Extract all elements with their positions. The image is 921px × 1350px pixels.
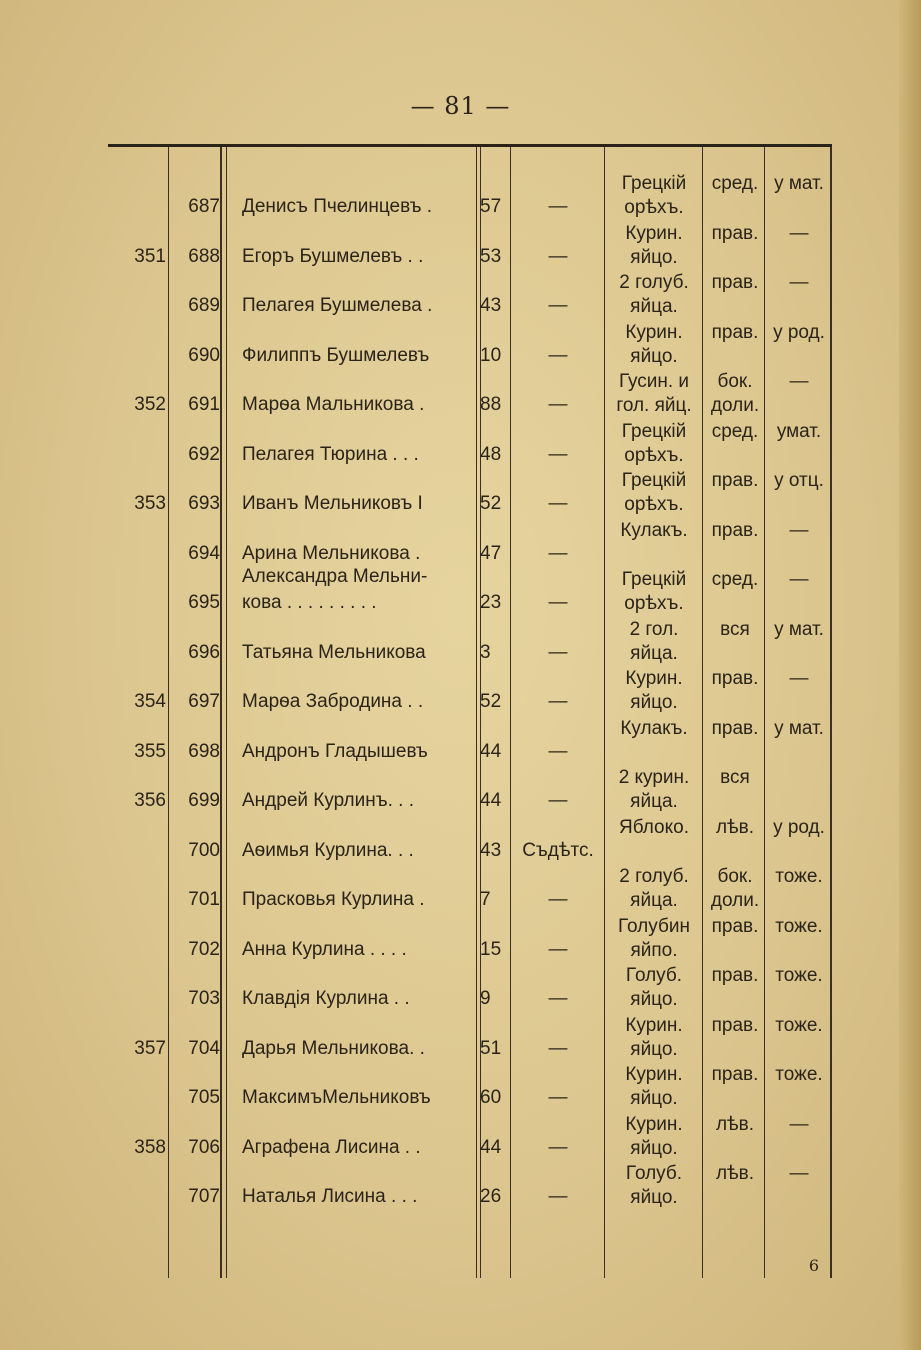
table-row bbox=[108, 719, 832, 768]
table-row bbox=[108, 174, 832, 223]
goiter-side: прав. bbox=[711, 519, 759, 541]
goiter-side: сред. bbox=[711, 173, 759, 194]
table-row bbox=[108, 566, 832, 619]
illness-note: — bbox=[548, 493, 568, 514]
person-number: 703 bbox=[188, 988, 220, 1009]
person-name: Наталья Лисина . . . bbox=[242, 1186, 418, 1207]
heredity: — bbox=[789, 1113, 809, 1135]
goiter-size: Курин. яйцо. bbox=[625, 1014, 683, 1060]
person-name: Андронъ Гладышевъ bbox=[242, 740, 428, 762]
table-row bbox=[108, 1016, 832, 1065]
table-row bbox=[108, 273, 832, 322]
person-number: 691 bbox=[188, 394, 220, 415]
goiter-side: вся bbox=[720, 767, 750, 788]
goiter-size: Грецкій орѣхъ. bbox=[621, 173, 687, 218]
person-number: 693 bbox=[188, 493, 220, 514]
heredity: у отц. bbox=[774, 470, 824, 491]
goiter-side: прав. bbox=[711, 222, 759, 244]
age: 7 bbox=[480, 889, 491, 910]
goiter-side: прав. bbox=[711, 668, 759, 689]
person-name: Аѳимья Курлина. . . bbox=[242, 839, 414, 861]
goiter-size: Яблоко. bbox=[619, 816, 689, 838]
person-number: 690 bbox=[188, 344, 220, 366]
person-name: Пелагея Бушмелева . bbox=[242, 295, 433, 316]
person-number: 701 bbox=[188, 889, 220, 910]
age: 52 bbox=[480, 493, 502, 514]
illness-note: — bbox=[548, 988, 568, 1009]
illness-note: — bbox=[548, 889, 568, 910]
illness-note: — bbox=[548, 641, 568, 663]
illness-note: — bbox=[548, 938, 568, 960]
person-name: Марѳа Забродина . . bbox=[242, 691, 424, 712]
person-name: Клавдія Курлина . . bbox=[242, 988, 410, 1009]
goiter-side: бок. доли. bbox=[710, 371, 760, 416]
person-number: 702 bbox=[188, 938, 220, 960]
age: 43 bbox=[480, 839, 502, 861]
illness-note: — bbox=[548, 344, 568, 366]
signature-mark: 6 bbox=[808, 1256, 819, 1275]
goiter-size: Курин. яйцо. bbox=[625, 222, 683, 268]
goiter-side: прав. bbox=[711, 717, 759, 739]
heredity: тоже. bbox=[775, 965, 823, 986]
person-name: Пелагея Тюрина . . . bbox=[242, 443, 419, 465]
table-row bbox=[108, 224, 832, 273]
person-name: Татьяна Мельникова bbox=[242, 641, 426, 663]
table-row bbox=[108, 422, 832, 471]
heredity: тоже. bbox=[775, 866, 823, 887]
illness-note: — bbox=[548, 790, 568, 811]
heredity: — bbox=[789, 371, 809, 392]
family-number: 355 bbox=[134, 740, 166, 762]
person-name: Иванъ Мельниковъ I bbox=[242, 493, 423, 514]
goiter-size: 2 курин. яйца. bbox=[618, 767, 690, 812]
goiter-side: прав. bbox=[711, 915, 759, 937]
family-number: 353 bbox=[134, 493, 166, 514]
table-row bbox=[108, 669, 832, 718]
family-number: 354 bbox=[134, 691, 166, 712]
person-name: Андрей Курлинъ. . . bbox=[242, 790, 415, 811]
age: 44 bbox=[480, 740, 502, 762]
person-number: 694 bbox=[188, 542, 220, 564]
goiter-size: Курин. яйцо. bbox=[625, 321, 683, 367]
table-top-rule bbox=[108, 144, 832, 147]
goiter-size: Голубин яйпо. bbox=[618, 915, 690, 961]
goiter-size: Кулакъ. bbox=[620, 717, 688, 739]
table-row bbox=[108, 867, 832, 916]
table-row bbox=[108, 768, 832, 817]
person-number: 705 bbox=[188, 1087, 220, 1108]
goiter-size: Кулакъ. bbox=[620, 519, 688, 541]
goiter-side: прав. bbox=[711, 470, 759, 491]
family-number: 358 bbox=[134, 1136, 166, 1158]
heredity: у мат. bbox=[774, 618, 824, 640]
person-number: 697 bbox=[188, 691, 220, 712]
heredity: — bbox=[789, 519, 809, 541]
goiter-side: прав. bbox=[711, 965, 759, 986]
goiter-size: Гусин. и гол. яйц. bbox=[616, 371, 692, 416]
illness-note: — bbox=[548, 245, 568, 267]
goiter-side: лѣв. bbox=[715, 1163, 755, 1184]
goiter-side: прав. bbox=[711, 1014, 759, 1036]
age: 15 bbox=[480, 938, 502, 960]
table-row bbox=[108, 372, 832, 421]
goiter-size: Курин. яйцо. bbox=[625, 1113, 683, 1159]
person-number: 689 bbox=[188, 295, 220, 316]
person-number: 707 bbox=[188, 1186, 220, 1207]
person-name: Дарья Мельникова. . bbox=[242, 1037, 425, 1059]
goiter-side: сред. bbox=[711, 569, 759, 590]
heredity: у мат. bbox=[774, 717, 824, 739]
table-row bbox=[108, 818, 832, 867]
illness-note: — bbox=[548, 592, 568, 613]
age: 23 bbox=[480, 592, 502, 613]
person-name: кова . . . . . . . . . bbox=[242, 592, 377, 613]
person-name-first-line: Александра Мельни- bbox=[242, 566, 428, 587]
goiter-size: Голуб. яйцо. bbox=[625, 1163, 683, 1208]
person-name: Анна Курлина . . . . bbox=[242, 938, 407, 960]
age: 3 bbox=[480, 641, 491, 663]
illness-note: — bbox=[548, 740, 568, 762]
goiter-side: прав. bbox=[711, 1064, 759, 1085]
age: 43 bbox=[480, 295, 502, 316]
table-row bbox=[108, 966, 832, 1015]
goiter-size: Грецкій орѣхъ. bbox=[621, 569, 687, 614]
person-name: Егоръ Бушмелевъ . . bbox=[242, 245, 424, 267]
heredity: тоже. bbox=[775, 1064, 823, 1085]
age: 47 bbox=[480, 542, 502, 564]
register-table bbox=[108, 144, 832, 1278]
age: 53 bbox=[480, 245, 502, 267]
person-name: Арина Мельникова . bbox=[242, 542, 421, 564]
illness-note: — bbox=[548, 691, 568, 712]
goiter-side: бок. доли. bbox=[710, 866, 760, 911]
illness-note: — bbox=[548, 1037, 568, 1059]
age: 57 bbox=[480, 196, 502, 217]
table-row bbox=[108, 1164, 832, 1213]
age: 48 bbox=[480, 443, 502, 465]
goiter-size: Курин. яйцо. bbox=[625, 1064, 683, 1109]
person-number: 688 bbox=[188, 245, 220, 267]
person-number: 699 bbox=[188, 790, 220, 811]
illness-note: — bbox=[548, 443, 568, 465]
goiter-side: лѣв. bbox=[715, 1113, 755, 1135]
person-name: Филиппъ Бушмелевъ bbox=[242, 344, 430, 366]
age: 51 bbox=[480, 1037, 502, 1059]
goiter-side: вся bbox=[720, 618, 750, 640]
goiter-size: Грецкій орѣхъ. bbox=[621, 420, 687, 466]
table-row bbox=[108, 471, 832, 520]
table-row bbox=[108, 521, 832, 570]
goiter-side: прав. bbox=[711, 272, 759, 293]
illness-note: — bbox=[548, 1136, 568, 1158]
person-number: 700 bbox=[188, 839, 220, 861]
goiter-size: Грецкій орѣхъ. bbox=[621, 470, 687, 515]
person-number: 704 bbox=[188, 1037, 220, 1059]
heredity: тоже. bbox=[775, 915, 823, 937]
family-number: 357 bbox=[134, 1037, 166, 1059]
heredity: — bbox=[789, 569, 809, 590]
person-number: 692 bbox=[188, 443, 220, 465]
person-name: Денисъ Пчелинцевъ . bbox=[242, 196, 433, 217]
person-number: 696 bbox=[188, 641, 220, 663]
heredity: у мат. bbox=[774, 173, 824, 194]
goiter-size: 2 гол. яйца. bbox=[629, 618, 679, 664]
age: 9 bbox=[480, 988, 491, 1009]
person-number: 687 bbox=[188, 196, 220, 217]
illness-note: — bbox=[548, 542, 568, 564]
illness-note: — bbox=[548, 394, 568, 415]
person-number: 695 bbox=[188, 592, 220, 613]
goiter-size: Голуб. яйцо. bbox=[625, 965, 683, 1010]
person-name: МаксимъМельниковъ bbox=[242, 1087, 431, 1108]
table-row bbox=[108, 620, 832, 669]
age: 60 bbox=[480, 1087, 502, 1108]
age: 88 bbox=[480, 394, 502, 415]
age: 44 bbox=[480, 790, 502, 811]
illness-note: Съдѣтс. bbox=[522, 839, 594, 861]
goiter-side: сред. bbox=[711, 420, 759, 442]
page-edge bbox=[899, 0, 921, 1350]
goiter-side: прав. bbox=[711, 321, 759, 343]
family-number: 356 bbox=[134, 790, 166, 811]
goiter-size: Курин. яйцо. bbox=[625, 668, 683, 713]
family-number: 352 bbox=[134, 394, 166, 415]
age: 10 bbox=[480, 344, 502, 366]
heredity: — bbox=[789, 222, 809, 244]
family-number: 351 bbox=[134, 245, 166, 267]
person-number: 698 bbox=[188, 740, 220, 762]
goiter-size: 2 голуб. яйца. bbox=[619, 866, 689, 911]
table-row bbox=[108, 323, 832, 372]
table-row bbox=[108, 1115, 832, 1164]
illness-note: — bbox=[548, 1087, 568, 1108]
goiter-size: 2 голуб. яйца. bbox=[619, 272, 689, 317]
heredity: — bbox=[789, 1163, 809, 1184]
illness-note: — bbox=[548, 1186, 568, 1207]
heredity: тоже. bbox=[775, 1014, 823, 1036]
goiter-side: лѣв. bbox=[715, 816, 755, 838]
heredity: умат. bbox=[776, 420, 822, 442]
heredity: — bbox=[789, 272, 809, 293]
person-number: 706 bbox=[188, 1136, 220, 1158]
illness-note: — bbox=[548, 196, 568, 217]
illness-note: — bbox=[548, 295, 568, 316]
person-name: Аграфена Лисина . . bbox=[242, 1136, 421, 1158]
person-name: Марѳа Мальникова . bbox=[242, 394, 425, 415]
heredity: у род. bbox=[773, 321, 825, 343]
heredity: — bbox=[789, 668, 809, 689]
table-row bbox=[108, 1065, 832, 1114]
age: 26 bbox=[480, 1186, 502, 1207]
age: 44 bbox=[480, 1136, 502, 1158]
table-row bbox=[108, 917, 832, 966]
age: 52 bbox=[480, 691, 502, 712]
person-name: Прасковья Курлина . bbox=[242, 889, 425, 910]
heredity: у род. bbox=[773, 816, 825, 838]
page-number: — 81 — bbox=[410, 92, 511, 120]
